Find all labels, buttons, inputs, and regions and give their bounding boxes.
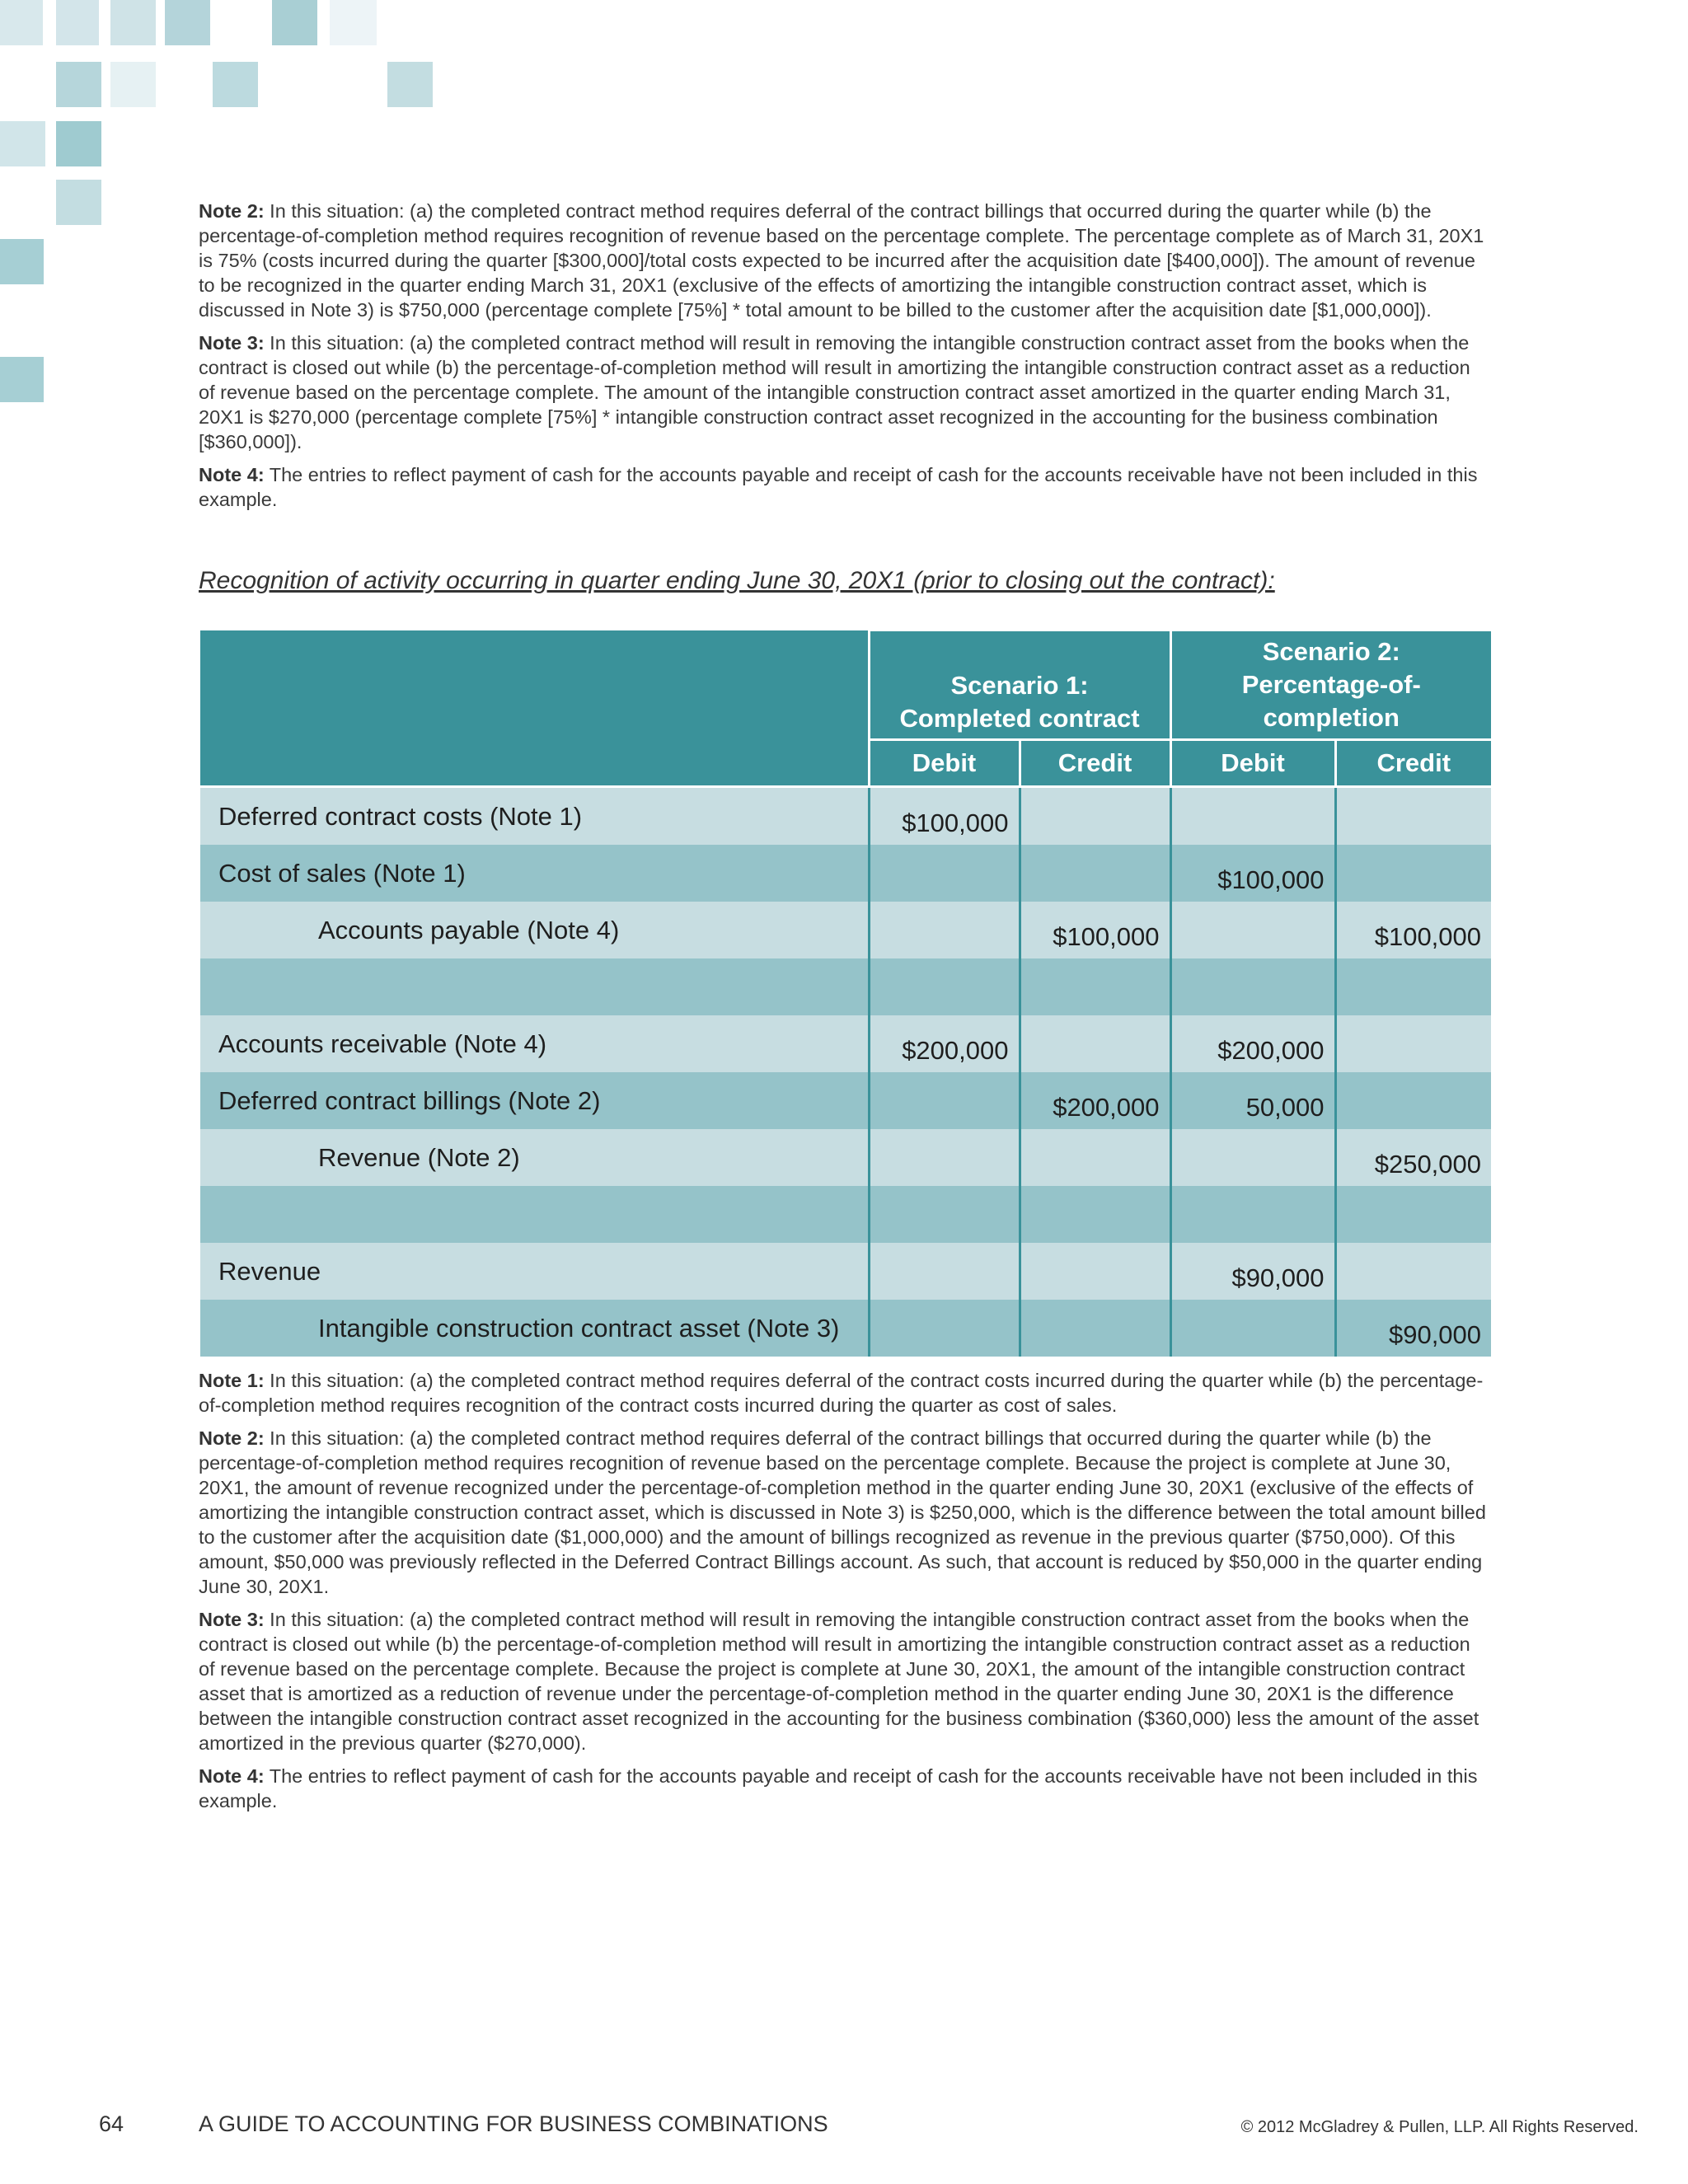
table-row: Deferred contract billings (Note 2) $200,000 50,000: [200, 1072, 1491, 1129]
scenario-1-header: Scenario 1: Completed contract: [869, 630, 1170, 740]
table-row: [200, 958, 1491, 1015]
table-row: Accounts receivable (Note 4) $200,000 $200,000: [200, 1015, 1491, 1072]
copyright: © 2012 McGladrey & Pullen, LLP. All Rights Reserved.: [1240, 2118, 1639, 2136]
top-notes: [199, 199, 1489, 520]
bottom-notes: [199, 1368, 1489, 1821]
table-header-corner: [200, 630, 869, 787]
bottom-note-1: Note 1: In this situation: (a) the completed contract method requires deferral of the contract costs incurred during the quarter while (b) the percentage-of-completion method requires recognition of the contract costs incurred during the quarter as cost of sales.: [199, 1370, 1484, 1416]
s1-credit-header: Credit: [1020, 740, 1170, 787]
guide-title: A GUIDE TO ACCOUNTING FOR BUSINESS COMBINATIONS: [199, 2111, 828, 2136]
journal-entry-table: [200, 629, 1491, 1357]
bottom-note-2: Note 2: In this situation: (a) the completed contract method requires deferral of the contract billings that occurred during the quarter while (b) the percentage-of-completion method requires recognition of revenue based on the percentage complete. Because the project is complete at June 30, 20X1, the amount of revenue recognized under the percentage-of-completion method in the quarter ending June 30, 20X1 (exclusive of the effects of amortizing the intangible construction contract asset, which is discussed in Note 3) is $250,000, which is the difference between the total amount billed to the customer after the acquisition date ($1,000,000) and the amount of billings recognized as revenue in the previous quarter ($750,000). Of this amount, $50,000 was previously reflected in the Deferred Contract Billings account. As such, that account is reduced by $50,000 in the quarter ending June 30, 20X1.: [199, 1427, 1486, 1597]
page-number: 64: [99, 2111, 124, 2136]
scenario-2-header: Scenario 2: Percentage-of- completion: [1170, 630, 1491, 740]
table-row: Revenue $90,000: [200, 1243, 1491, 1300]
bottom-note-3: Note 3: In this situation: (a) the completed contract method will result in removing the intangible construction contract asset from the books when the contract is closed out while (b) the percentage-of-completion method will result in amortizing the intangible construction contract asset as a reduction of revenue based on the percentage complete. Because the project is complete at June 30, 20X1, the amount of the intangible construction contract asset that is amortized as a reduction of revenue under the percentage-of-completion method in the quarter ending June 30, 20X1 is the difference between the intangible construction contract asset recognized in the accounting for the business combination ($360,000) less the amount of the asset amortized in the previous quarter ($270,000).: [199, 1609, 1479, 1754]
table-row: Cost of sales (Note 1) $100,000: [200, 845, 1491, 902]
s2-debit-header: Debit: [1170, 740, 1335, 787]
bottom-note-4: Note 4: The entries to reflect payment of cash for the accounts payable and receipt of cash for the accounts receivable have not been included in this example.: [199, 1765, 1478, 1811]
top-note-2: Note 2: In this situation: (a) the completed contract method requires deferral of the contract billings that occurred during the quarter while (b) the percentage-of-completion method requires recognition of revenue based on the percentage complete. The percentage complete as of March 31, 20X1 is 75% (costs incurred during the quarter [$300,000]/total costs expected to be incurred after the acquisition date [$400,000]). The amount of revenue to be recognized in the quarter ending March 31, 20X1 (exclusive of the effects of amortizing the intangible construction contract asset, which is discussed in Note 3) is $750,000 (percentage complete [75%] * total amount to be billed to the customer after the acquisition date [$1,000,000]).: [199, 200, 1484, 321]
top-note-4: Note 4: The entries to reflect payment of cash for the accounts payable and receipt of cash for the accounts receivable have not been included in this example.: [199, 464, 1478, 510]
table-row: Deferred contract costs (Note 1) $100,000: [200, 787, 1491, 846]
top-note-3: Note 3: In this situation: (a) the completed contract method will result in removing the intangible construction contract asset from the books when the contract is closed out while (b) the percentage-of-completion method will result in amortizing the intangible construction contract asset as a reduction of revenue based on the percentage complete. The amount of the intangible construction contract asset amortized in the quarter ending March 31, 20X1 is $270,000 (percentage complete [75%] * intangible construction contract asset recognized in the accounting for the business combination [$360,000]).: [199, 332, 1470, 452]
table-row: Accounts payable (Note 4) $100,000 $100,000: [200, 902, 1491, 958]
table-row: [200, 1186, 1491, 1243]
s2-credit-header: Credit: [1335, 740, 1491, 787]
section-heading: Recognition of activity occurring in quarter ending June 30, 20X1 (prior to closing out the contract):: [199, 567, 1275, 594]
table-row: Revenue (Note 2) $250,000: [200, 1129, 1491, 1186]
table-row: Intangible construction contract asset (Note 3) $90,000: [200, 1300, 1491, 1357]
s1-debit-header: Debit: [869, 740, 1020, 787]
